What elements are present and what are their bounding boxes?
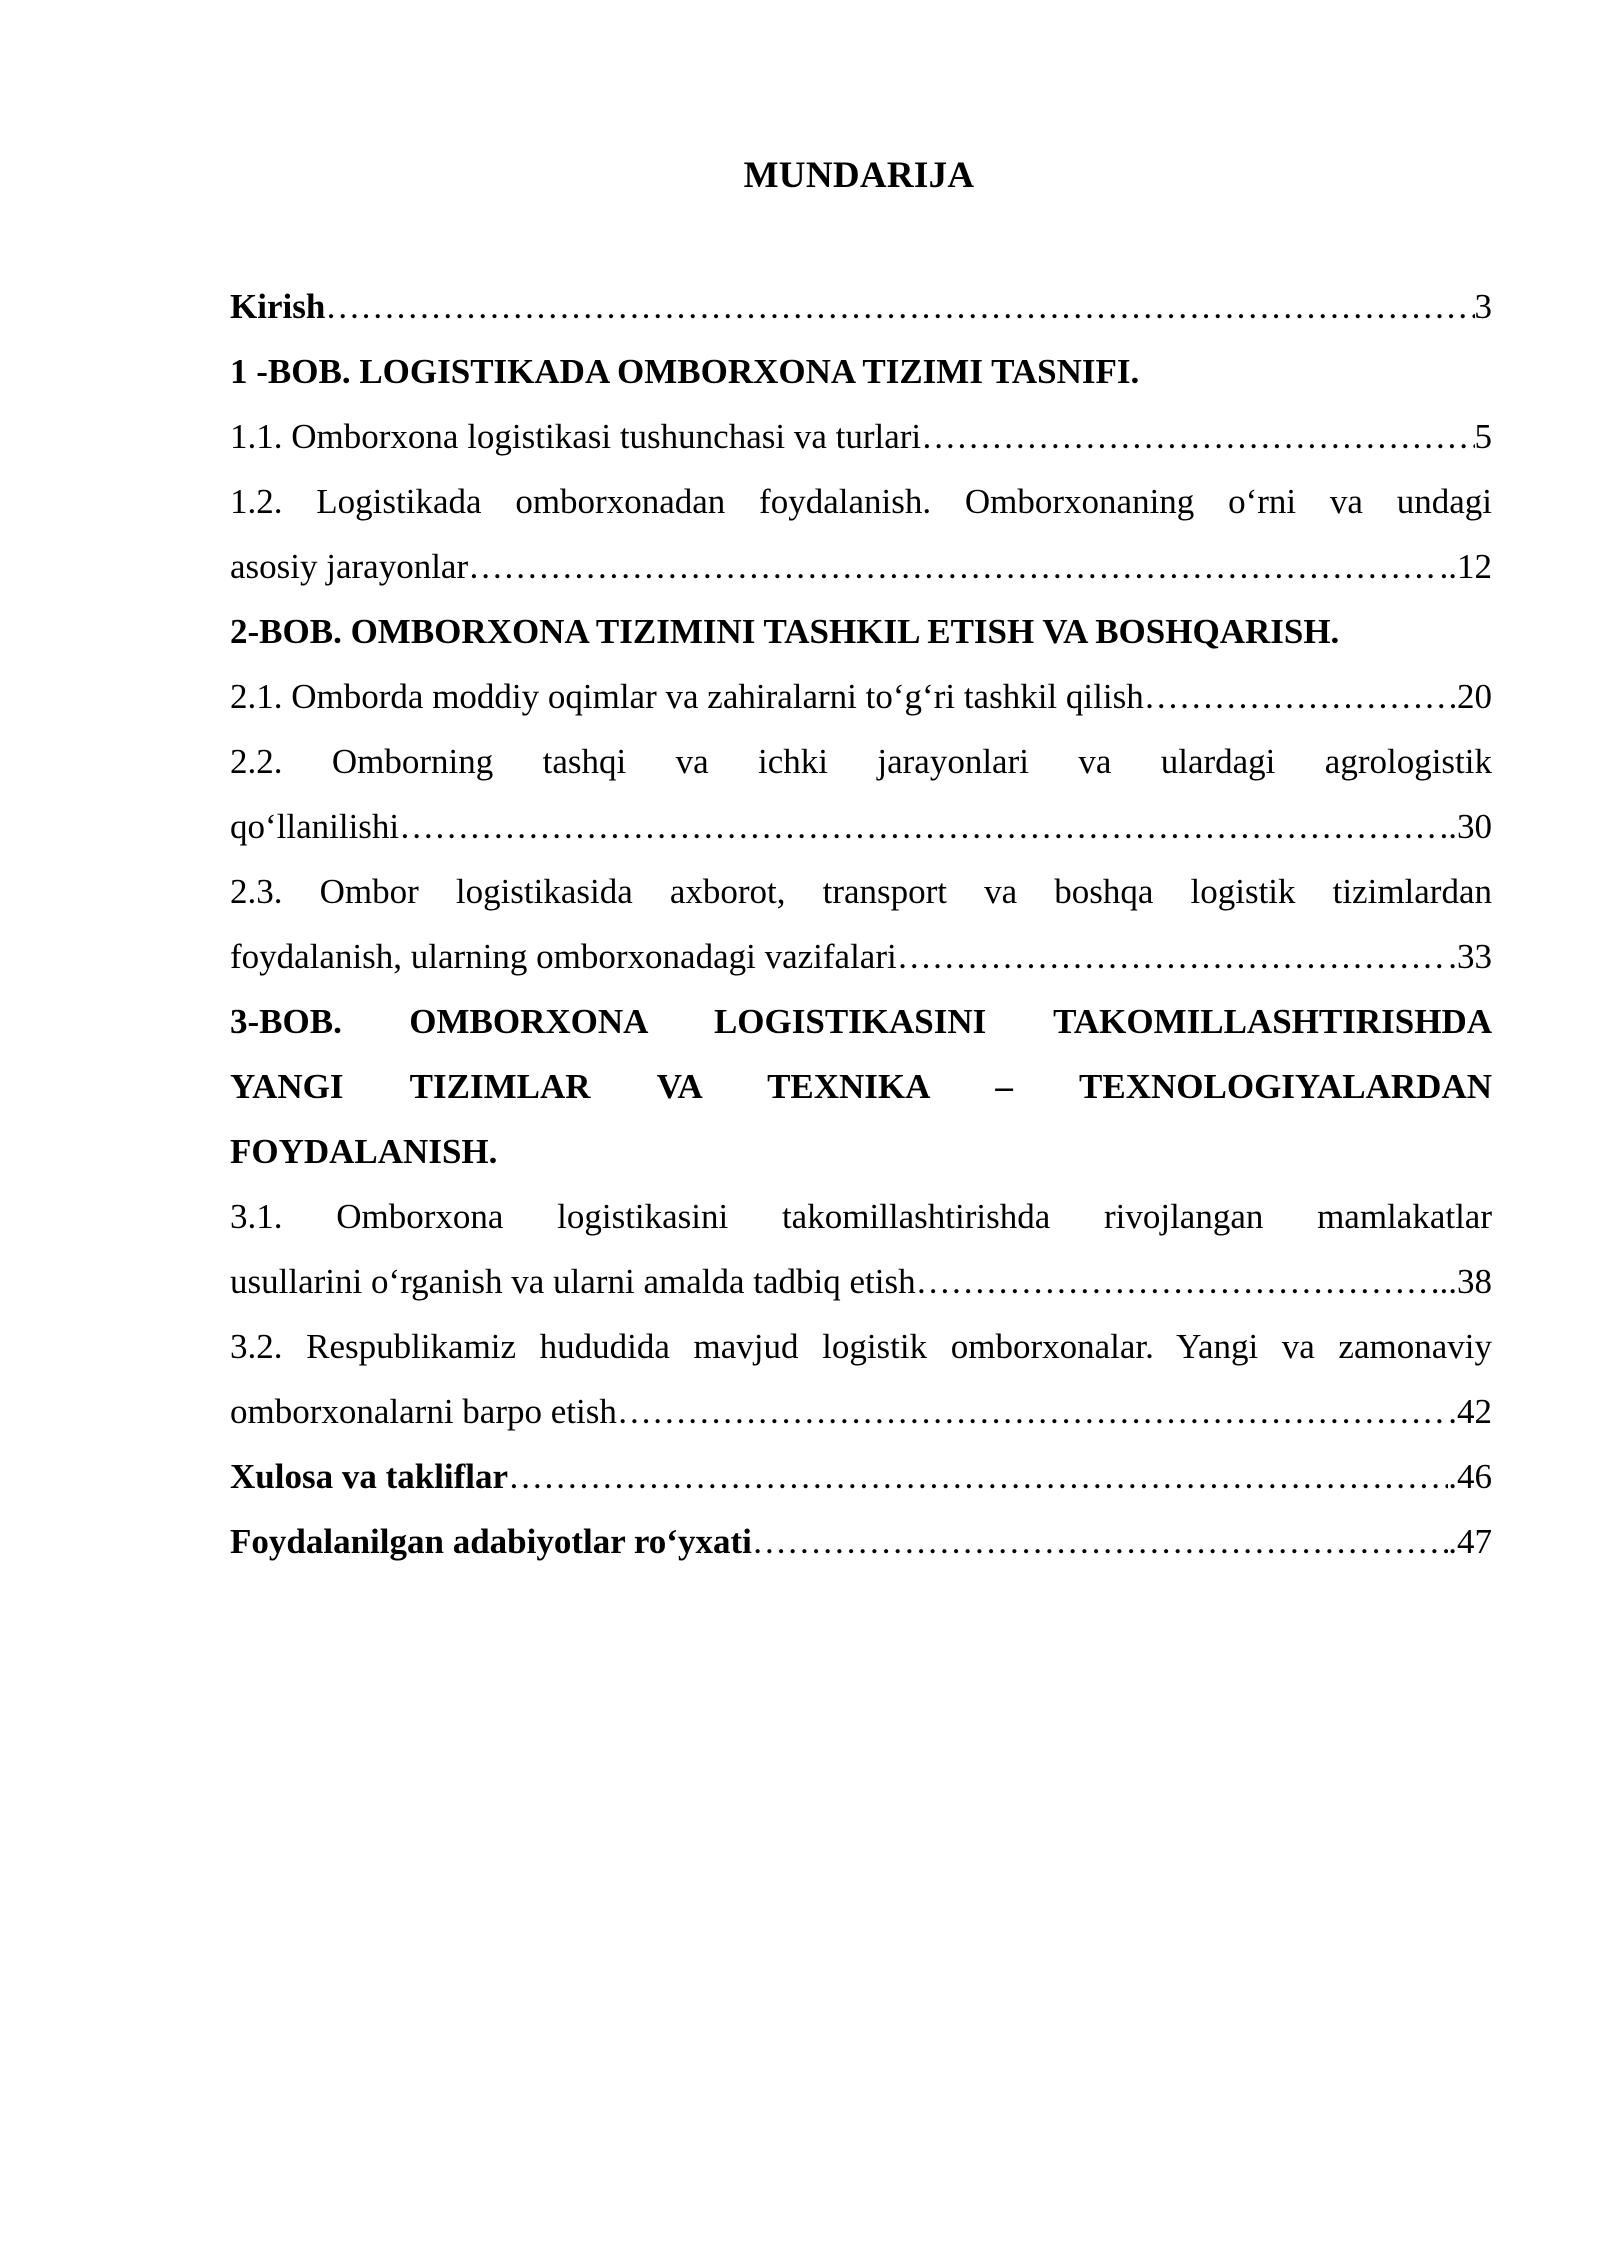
toc-dot-leader [752, 1509, 1448, 1574]
toc-dot-leader [916, 1249, 1431, 1314]
toc-chapter-3-heading-line1: 3-BOB. OMBORXONA LOGISTIKASINI TAKOMILLASHTIRISHDA [230, 1002, 1492, 1041]
toc-page-number: .42 [1448, 1392, 1492, 1431]
toc-entry-3-1-line1: 3.1. Omborxona logistikasini takomillashtirishda rivojlangan mamlakatlar [230, 1197, 1492, 1236]
toc-page-number: .47 [1448, 1522, 1492, 1561]
toc-entry-3-2-line1: 3.2. Respublikamiz hududida mavjud logistik omborxonalar. Yangi va zamonaviy [230, 1327, 1492, 1366]
toc-dot-leader [1144, 664, 1457, 729]
toc-entry-label: qo‘llanilishi [230, 807, 400, 846]
toc-page-number: 20 [1457, 677, 1492, 716]
toc-entry-label: omborxonalarni barpo etish [230, 1392, 617, 1431]
toc-entry-2-3-line1: 2.3. Ombor logistikasida axborot, transport va boshqa logistik tizimlardan [230, 872, 1492, 911]
toc-entry-label: usullarini o‘rganish va ularni amalda tadbiq etish [230, 1262, 916, 1301]
toc-page-number: ..30 [1439, 807, 1492, 846]
toc-entry-3-2-line2 [230, 1379, 1492, 1444]
toc-entry-label: asosiy jarayonlar [230, 547, 469, 586]
toc-entry-label: Xulosa va takliflar [230, 1457, 509, 1496]
toc-dot-leader [508, 1444, 1448, 1509]
toc-page-number: 3 [1474, 287, 1492, 326]
toc-entry-1-1 [230, 404, 1492, 469]
toc-dot-leader [921, 404, 1474, 469]
toc-dot-leader [325, 274, 1474, 339]
toc-chapter-3-heading-line2: YANGI TIZIMLAR VA TEXNIKA – TEXNOLOGIYALARDAN [230, 1067, 1492, 1106]
toc-entry-2-1 [230, 664, 1492, 729]
page-title: MUNDARIJA [743, 155, 975, 196]
toc-entry-3-1-line2 [230, 1249, 1492, 1314]
toc-entry-1-2-line1: 1.2. Logistikada omborxonadan foydalanish. Omborxonaning o‘rni va undagi [230, 482, 1492, 521]
toc-dot-leader [399, 794, 1439, 859]
toc-entry-label: Foydalanilgan adabiyotlar ro‘yxati [230, 1522, 752, 1561]
toc-page-number: ..12 [1439, 547, 1492, 586]
toc-chapter-3-heading-line3 [230, 1119, 1492, 1184]
toc-page-number: 5 [1474, 417, 1492, 456]
toc-chapter-2-heading [230, 599, 1492, 664]
toc-entry-label: Kirish [230, 287, 326, 326]
toc-entry-2-3-line2 [230, 924, 1492, 989]
toc-chapter-label: FOYDALANISH. [230, 1132, 498, 1171]
toc-entry-label: 1.1. Omborxona logistikasi tushunchasi va turlari [230, 417, 922, 456]
toc-entry-2-2-line1: 2.2. Omborning tashqi va ichki jarayonlari va ulardagi agrologistik [230, 742, 1492, 781]
toc-entry-kirish [230, 274, 1492, 339]
toc-page-number: ...38 [1430, 1262, 1492, 1301]
toc-entry-label: foydalanish, ularning omborxonadagi vazifalari [230, 937, 897, 976]
toc-dot-leader [897, 924, 1449, 989]
toc-entry-adabiyotlar [230, 1509, 1492, 1574]
toc-entry-label: 2.1. Omborda moddiy oqimlar va zahiralarni to‘g‘ri tashkil qilish [230, 677, 1144, 716]
toc-dot-leader [468, 534, 1439, 599]
toc-chapter-label: 1 -BOB. LOGISTIKADA OMBORXONA TIZIMI TASNIFI. [230, 352, 1140, 391]
table-of-contents [230, 274, 1492, 1574]
toc-dot-leader [617, 1379, 1448, 1444]
toc-chapter-label: 2-BOB. OMBORXONA TIZIMINI TASHKIL ETISH VA BOSHQARISH. [230, 612, 1340, 651]
toc-entry-2-2-line2 [230, 794, 1492, 859]
toc-page-number: .46 [1448, 1457, 1492, 1496]
toc-chapter-1-heading [230, 339, 1492, 404]
toc-entry-1-2-line2 [230, 534, 1492, 599]
toc-page-number: .33 [1448, 937, 1492, 976]
toc-entry-xulosa [230, 1444, 1492, 1509]
